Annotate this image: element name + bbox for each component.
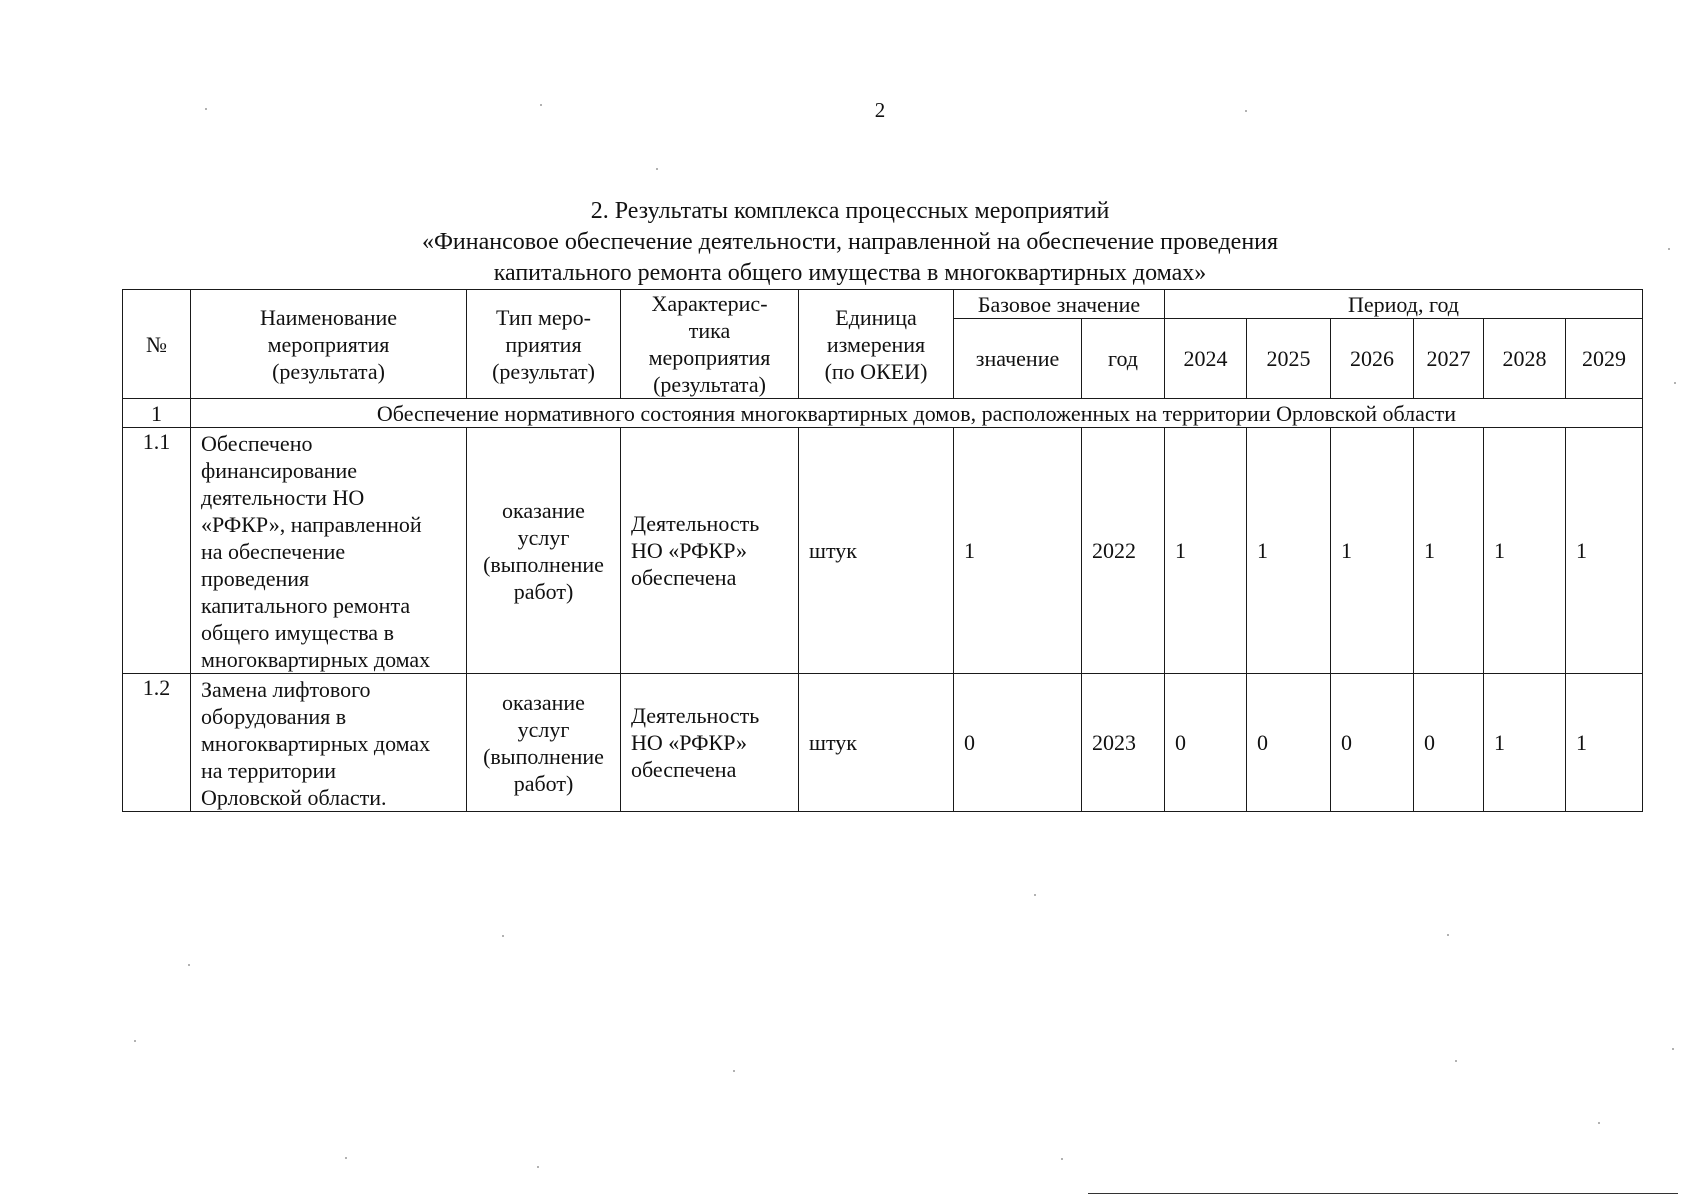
row-characteristic bbox=[621, 428, 799, 674]
row-name-line: Замена лифтового bbox=[201, 677, 371, 702]
row-type-line: оказание bbox=[502, 689, 585, 715]
row-name-line: оборудования в bbox=[201, 704, 347, 729]
row-value-2026: 0 bbox=[1331, 674, 1414, 812]
row-value-2029: 1 bbox=[1566, 674, 1643, 812]
row-base-year: 2022 bbox=[1082, 428, 1165, 674]
row-number: 1.1 bbox=[123, 428, 191, 674]
title-line-2: «Финансовое обеспечение деятельности, направленной на обеспечение проведения bbox=[421, 229, 1279, 255]
row-name-line: деятельности НО bbox=[201, 485, 365, 510]
row-characteristic bbox=[621, 674, 799, 812]
scan-speck bbox=[345, 1157, 347, 1159]
row-value-2027: 0 bbox=[1414, 674, 1484, 812]
row-characteristic-line: обеспечена bbox=[631, 757, 737, 782]
scan-speck bbox=[537, 1166, 539, 1168]
row-type-line: услуг bbox=[517, 716, 570, 742]
row-value-2028: 1 bbox=[1484, 674, 1566, 812]
header-name-line: мероприятия bbox=[267, 331, 390, 357]
row-name-line: общего имущества в bbox=[201, 620, 394, 645]
row-value-2029: 1 bbox=[1566, 428, 1643, 674]
scan-speck bbox=[656, 168, 658, 170]
row-characteristic-line: обеспечена bbox=[631, 565, 737, 590]
header-name-line: (результата) bbox=[272, 358, 385, 384]
header-characteristic-line: тика bbox=[688, 318, 731, 343]
page-number: 2 bbox=[874, 98, 886, 122]
row-number: 1.2 bbox=[123, 674, 191, 812]
header-year-2028: 2028 bbox=[1484, 319, 1566, 399]
scan-speck bbox=[1672, 1048, 1674, 1050]
header-year-2029: 2029 bbox=[1566, 319, 1643, 399]
row-value-2025: 0 bbox=[1247, 674, 1331, 812]
section-number: 1 bbox=[123, 399, 191, 428]
header-base-value: значение bbox=[954, 319, 1082, 399]
row-name-line: на территории bbox=[201, 758, 337, 783]
header-unit bbox=[799, 290, 954, 399]
document-title bbox=[300, 196, 1400, 289]
header-base-year: год bbox=[1082, 319, 1165, 399]
row-value-2028: 1 bbox=[1484, 428, 1566, 674]
scan-speck bbox=[502, 935, 504, 937]
row-type-line: оказание bbox=[502, 497, 585, 523]
title-line-3: капитального ремонта общего имущества в многоквартирных домах» bbox=[493, 260, 1207, 286]
scan-speck bbox=[1034, 894, 1036, 896]
row-name-line: на обеспечение bbox=[201, 539, 346, 564]
scan-speck bbox=[1455, 1060, 1457, 1062]
section-title: Обеспечение нормативного состояния многоквартирных домов, расположенных на территории Орловской области bbox=[191, 399, 1643, 428]
row-characteristic-line: НО «РФКР» bbox=[631, 538, 747, 563]
row-unit: штук bbox=[799, 674, 954, 812]
header-type-line: приятия bbox=[505, 331, 582, 357]
header-characteristic-line: Характерис- bbox=[651, 291, 768, 316]
row-name-line: капитального ремонта bbox=[201, 593, 411, 618]
title-line-1: 2. Результаты комплекса процессных мероприятий bbox=[590, 198, 1110, 224]
row-type bbox=[467, 674, 621, 812]
header-characteristic-line: мероприятия bbox=[648, 345, 771, 370]
row-unit: штук bbox=[799, 428, 954, 674]
row-name-line: финансирование bbox=[201, 458, 358, 483]
row-value-2024: 1 bbox=[1165, 428, 1247, 674]
scan-speck bbox=[134, 1040, 136, 1042]
header-year-2026: 2026 bbox=[1331, 319, 1414, 399]
row-base-value: 1 bbox=[954, 428, 1082, 674]
header-name bbox=[191, 290, 467, 399]
scan-speck bbox=[1668, 248, 1670, 250]
row-name-line: Орловской области. bbox=[201, 785, 387, 810]
header-name-line: Наименование bbox=[259, 304, 398, 330]
row-name-line: «РФКР», направленной bbox=[201, 512, 422, 537]
header-characteristic-line: (результата) bbox=[653, 372, 766, 397]
row-type-line: работ) bbox=[513, 770, 574, 796]
row-base-year: 2023 bbox=[1082, 674, 1165, 812]
header-type-line: Тип меро- bbox=[496, 304, 591, 330]
scan-speck bbox=[540, 104, 542, 106]
table-row bbox=[123, 428, 1643, 674]
header-year-2024: 2024 bbox=[1165, 319, 1247, 399]
row-type-line: услуг bbox=[517, 524, 570, 550]
scan-speck bbox=[1674, 382, 1676, 384]
scan-speck bbox=[1061, 1158, 1063, 1160]
footer-rule bbox=[1088, 1193, 1678, 1194]
row-value-2026: 1 bbox=[1331, 428, 1414, 674]
row-characteristic-line: НО «РФКР» bbox=[631, 730, 747, 755]
row-name-line: Обеспечено bbox=[201, 431, 313, 456]
row-type bbox=[467, 428, 621, 674]
header-number: № bbox=[123, 290, 191, 399]
row-name-line: многоквартирных домах bbox=[201, 731, 431, 756]
row-characteristic-line: Деятельность bbox=[631, 703, 760, 728]
row-characteristic-line: Деятельность bbox=[631, 511, 760, 536]
header-base-group: Базовое значение bbox=[954, 290, 1165, 319]
row-value-2027: 1 bbox=[1414, 428, 1484, 674]
row-type-line: (выполнение bbox=[483, 743, 604, 769]
row-name bbox=[191, 428, 467, 674]
header-unit-line: Единица bbox=[835, 304, 917, 330]
row-name-line: многоквартирных домах bbox=[201, 647, 431, 672]
header-year-2025: 2025 bbox=[1247, 319, 1331, 399]
row-type-line: (выполнение bbox=[483, 551, 604, 577]
scan-speck bbox=[205, 108, 207, 110]
header-unit-line: (по ОКЕИ) bbox=[824, 358, 928, 384]
row-type-line: работ) bbox=[513, 578, 574, 604]
row-value-2025: 1 bbox=[1247, 428, 1331, 674]
header-period-group: Период, год bbox=[1165, 290, 1643, 319]
table-row bbox=[123, 674, 1643, 812]
row-base-value: 0 bbox=[954, 674, 1082, 812]
row-name-line: проведения bbox=[201, 566, 310, 591]
scan-speck bbox=[733, 1070, 735, 1072]
results-table bbox=[122, 289, 1643, 812]
section-row bbox=[123, 399, 1643, 428]
header-type bbox=[467, 290, 621, 399]
header-year-2027: 2027 bbox=[1414, 319, 1484, 399]
scan-speck bbox=[188, 964, 190, 966]
row-value-2024: 0 bbox=[1165, 674, 1247, 812]
header-type-line: (результат) bbox=[492, 358, 595, 384]
scan-speck bbox=[1245, 110, 1247, 112]
row-name bbox=[191, 674, 467, 812]
header-characteristic bbox=[621, 290, 799, 399]
scan-speck bbox=[1447, 934, 1449, 936]
scan-speck bbox=[1598, 1122, 1600, 1124]
header-row-top bbox=[123, 290, 1643, 319]
header-unit-line: измерения bbox=[826, 331, 926, 357]
